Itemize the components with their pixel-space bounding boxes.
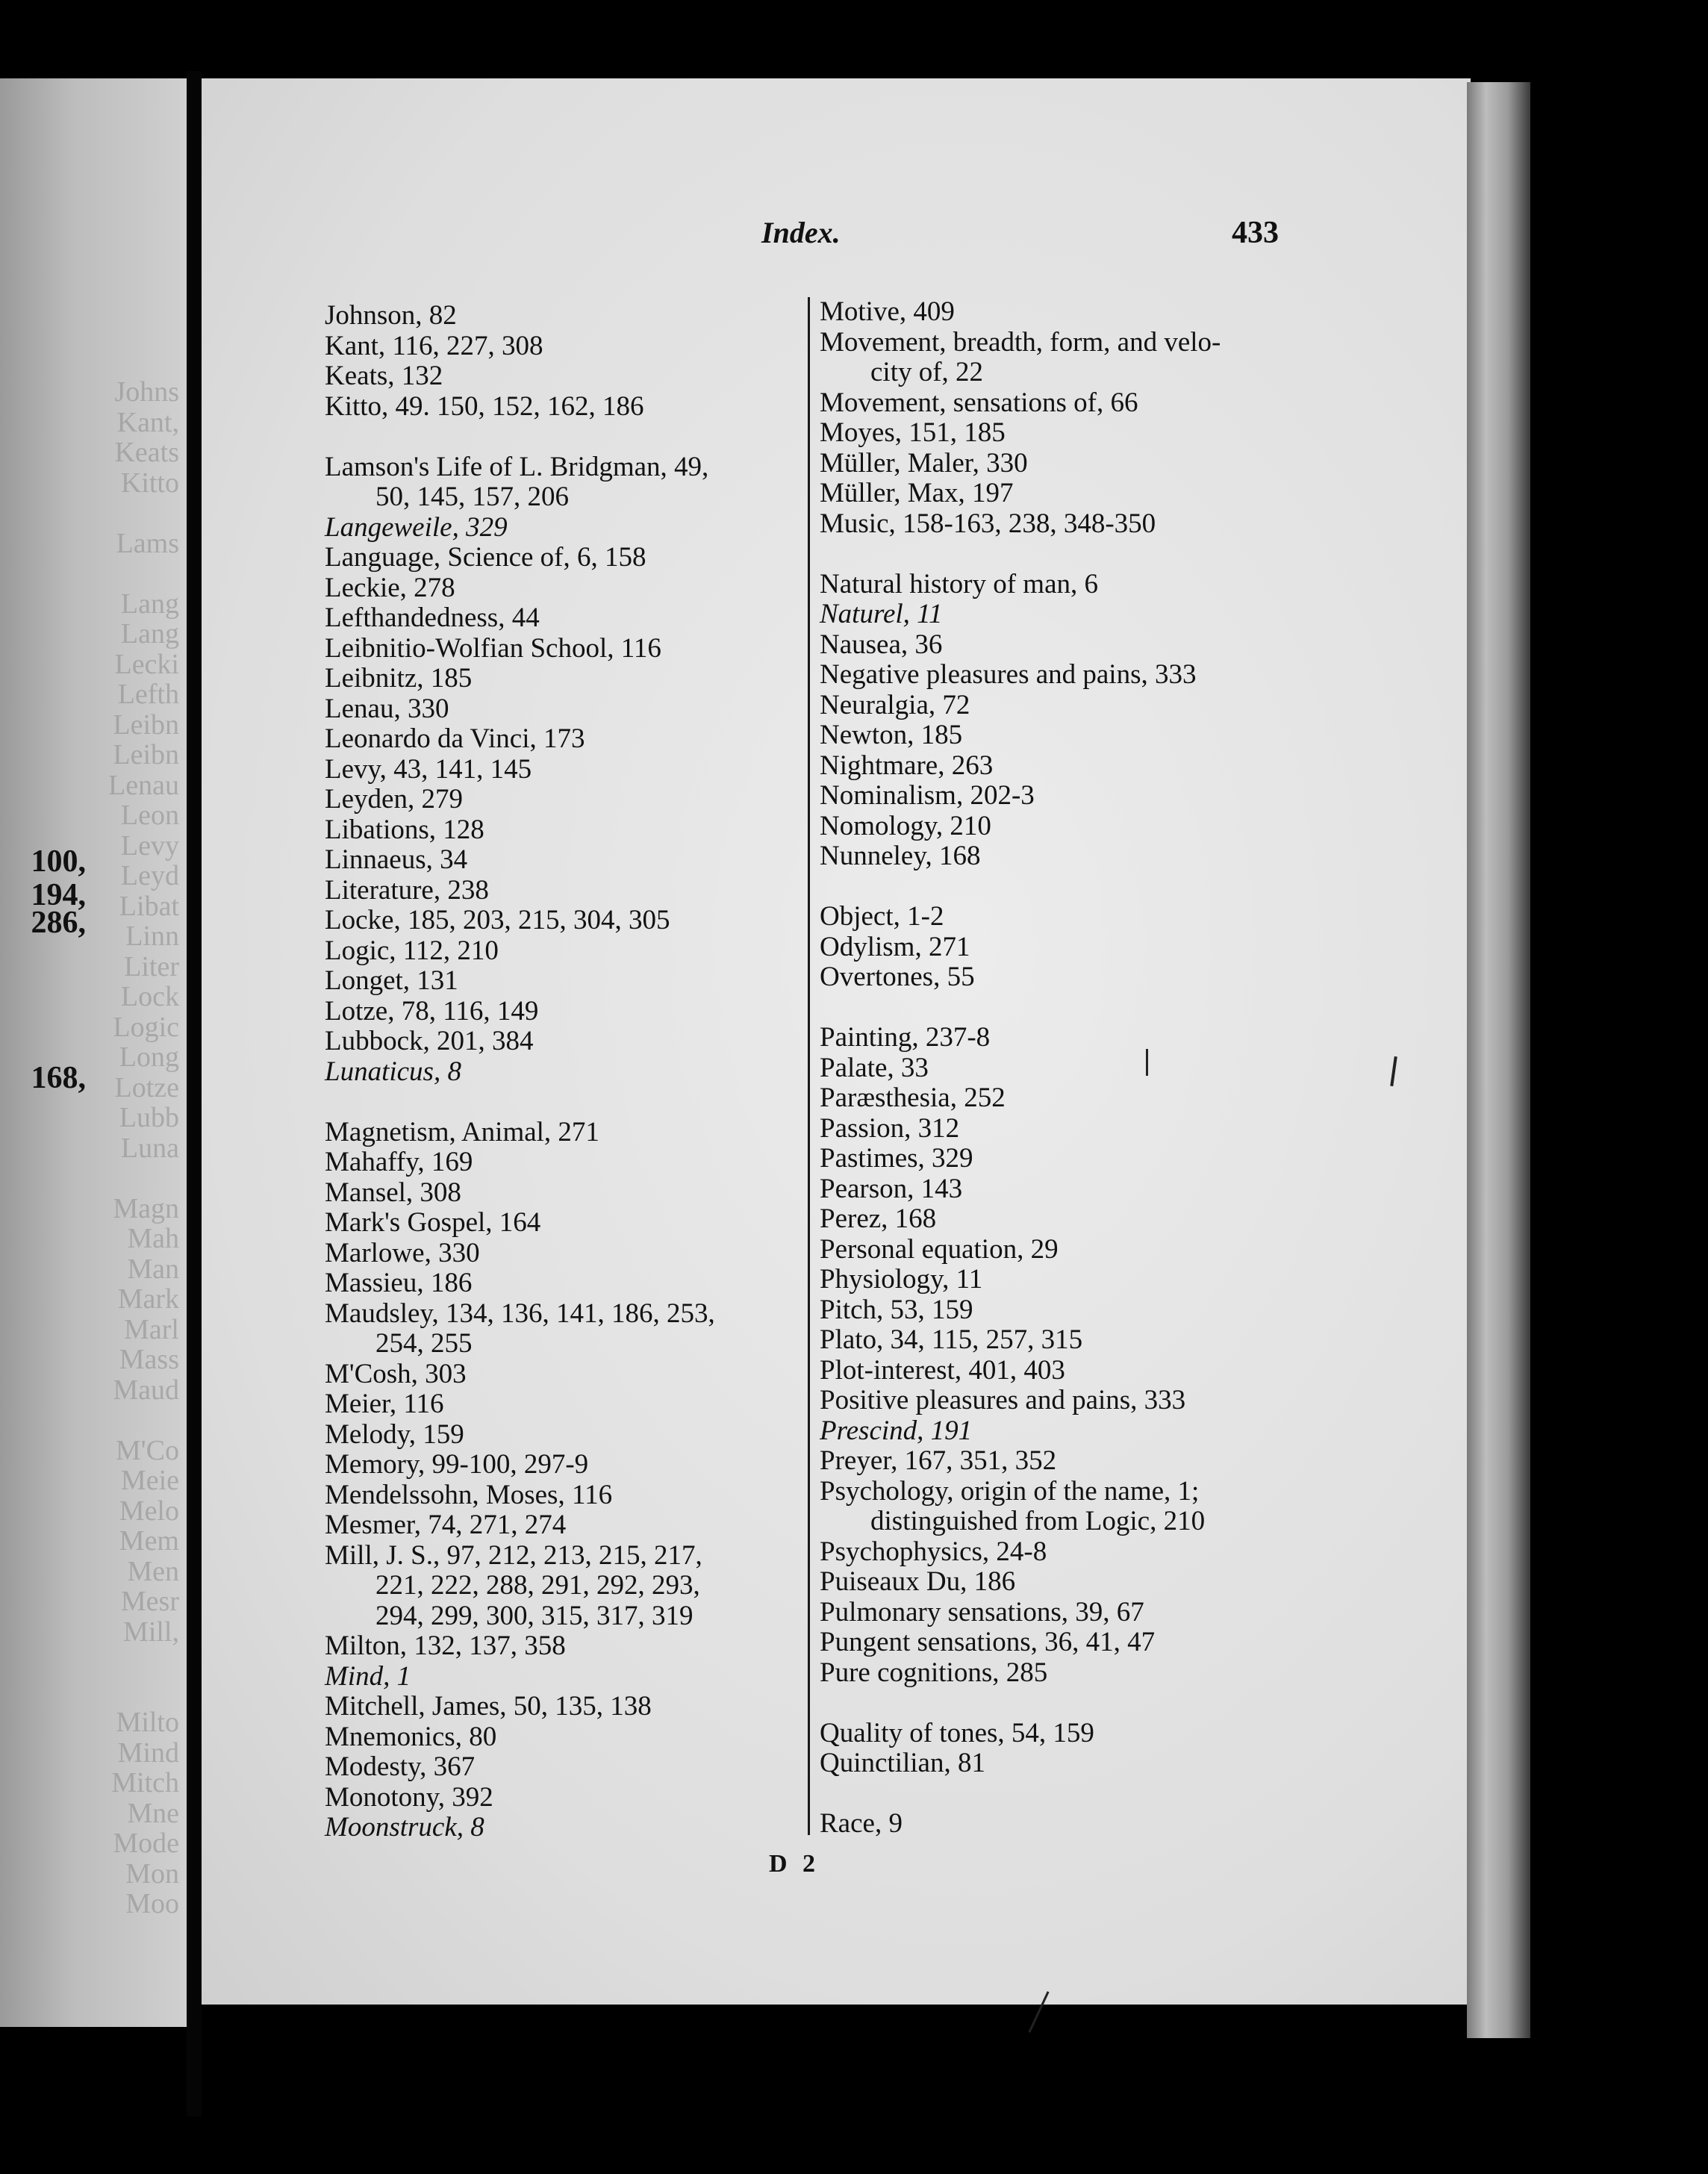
index-entry: Mesmer, 74, 271, 274	[325, 1510, 567, 1540]
index-entry: Pulmonary sensations, 39, 67	[820, 1596, 1144, 1628]
running-header-title: Index.	[761, 216, 841, 249]
scan-mark	[1146, 1049, 1148, 1076]
ghost-line: Man	[127, 1253, 179, 1284]
index-entry: Moonstruck, 8	[325, 1812, 484, 1843]
index-entry: Melody, 159	[325, 1418, 464, 1450]
index-entry: Leyden, 279	[325, 784, 463, 815]
index-entry: Language, Science of, 6, 158	[325, 542, 646, 573]
ghost-line: Mass	[119, 1345, 179, 1375]
ghost-line: Levy	[120, 830, 179, 861]
index-entry: Müller, Maler, 330	[820, 447, 1028, 479]
ghost-line: Mill,	[123, 1616, 179, 1647]
index-entry: Plato, 34, 115, 257, 315	[820, 1324, 1083, 1355]
index-entry: Memory, 99-100, 297-9	[325, 1449, 589, 1480]
index-entry: Physiology, 11	[820, 1264, 983, 1295]
index-column-left	[325, 301, 817, 1843]
page-number: 433	[1232, 216, 1279, 250]
index-entry: Mahaffy, 169	[325, 1147, 473, 1177]
index-entry: Modesty, 367	[325, 1751, 476, 1782]
index-entry: Keats, 132	[325, 361, 443, 391]
column-divider	[808, 297, 810, 1835]
ghost-line: Luna	[120, 1133, 179, 1163]
index-entry: Locke, 185, 203, 215, 304, 305	[325, 905, 670, 935]
index-entry: 294, 299, 300, 315, 317, 319	[375, 1600, 694, 1631]
ghost-line: Melo	[119, 1495, 179, 1526]
index-entry: Literature, 238	[325, 874, 489, 906]
ghost-line: Leibn	[113, 740, 179, 770]
ghost-line: Mne	[127, 1798, 179, 1828]
ghost-line: Long	[119, 1042, 179, 1073]
index-spacer	[820, 539, 1312, 570]
index-entry: Mind, 1	[325, 1660, 411, 1692]
ghost-line: Lock	[120, 982, 179, 1012]
ghost-line	[0, 1678, 179, 1708]
index-entry: Moyes, 151, 185	[820, 417, 1006, 448]
ghost-line: Men	[127, 1556, 179, 1586]
ghost-line	[0, 1405, 179, 1436]
index-entry: Pearson, 143	[820, 1173, 963, 1204]
index-entry: Painting, 237-8	[820, 1022, 991, 1053]
index-entry: Lefthandedness, 44	[325, 602, 540, 633]
index-entry: city of, 22	[870, 357, 984, 387]
index-entry: Pungent sensations, 36, 41, 47	[820, 1627, 1156, 1657]
index-spacer	[820, 1779, 1312, 1810]
ghost-line: Mem	[119, 1526, 179, 1557]
index-entry: Overtones, 55	[820, 962, 975, 992]
ghost-line: Lubb	[119, 1103, 179, 1133]
page-edge	[1467, 82, 1530, 2038]
ghost-line: Mind	[117, 1737, 179, 1768]
index-entry: Pure cognitions, 285	[820, 1657, 1048, 1688]
index-entry: Lotze, 78, 116, 149	[325, 995, 539, 1027]
index-entry: Kant, 116, 227, 308	[325, 330, 543, 361]
index-entry: Quality of tones, 54, 159	[820, 1717, 1094, 1748]
index-spacer	[325, 422, 817, 452]
ghost-line: Lams	[116, 528, 179, 558]
ghost-line	[0, 498, 179, 529]
ghost-line: Mah	[127, 1224, 179, 1254]
index-entry: Naturel, 11	[820, 599, 943, 629]
ghost-line: Maud	[113, 1374, 179, 1405]
index-entry: 254, 255	[375, 1328, 473, 1359]
ghost-line: Mitch	[111, 1768, 179, 1798]
index-entry: Mansel, 308	[325, 1177, 461, 1208]
margin-number: 194,	[31, 878, 86, 912]
index-entry: distinguished from Logic, 210	[870, 1506, 1206, 1536]
index-entry: Pitch, 53, 159	[820, 1294, 973, 1325]
index-entry: Quinctilian, 81	[820, 1748, 985, 1778]
bleed-through-text	[0, 377, 179, 1919]
ghost-line: Libat	[119, 891, 179, 921]
index-entry: Race, 9	[820, 1808, 903, 1839]
index-entry: Perez, 168	[820, 1203, 937, 1234]
ghost-line: Mon	[125, 1858, 179, 1889]
index-entry: Odylism, 271	[820, 931, 970, 962]
index-entry: Puiseaux Du, 186	[820, 1566, 1016, 1597]
ghost-line: Mark	[117, 1284, 179, 1315]
index-entry: Mill, J. S., 97, 212, 213, 215, 217,	[325, 1539, 702, 1571]
index-entry: Natural history of man, 6	[820, 568, 1098, 599]
index-entry: Mark's Gospel, 164	[325, 1207, 541, 1238]
index-entry: Mendelssohn, Moses, 116	[325, 1479, 613, 1510]
index-entry: 221, 222, 288, 291, 292, 293,	[375, 1570, 700, 1601]
index-entry: Palate, 33	[820, 1052, 929, 1083]
ghost-line: Lenau	[108, 770, 179, 800]
index-entry: Nausea, 36	[820, 629, 943, 660]
ghost-line: Kitto	[120, 467, 179, 498]
ghost-line: Leon	[120, 800, 179, 831]
ghost-line: Meie	[120, 1466, 179, 1496]
index-spacer	[820, 993, 1312, 1024]
index-entry: Neuralgia, 72	[820, 689, 970, 720]
ghost-line: Lotze	[114, 1072, 179, 1103]
ghost-line	[0, 558, 179, 589]
index-entry: Milton, 132, 137, 358	[325, 1630, 566, 1661]
index-entry: Motive, 409	[820, 296, 955, 327]
index-entry: Libations, 128	[325, 814, 484, 845]
index-entry: Negative pleasures and pains, 333	[820, 659, 1197, 690]
index-entry: Music, 158-163, 238, 348-350	[820, 508, 1156, 539]
index-entry: Marlowe, 330	[325, 1237, 480, 1268]
index-entry: Nunneley, 168	[820, 841, 981, 871]
index-entry: Personal equation, 29	[820, 1233, 1059, 1265]
index-entry: Lunaticus, 8	[325, 1056, 461, 1087]
margin-number: 286,	[31, 906, 86, 940]
index-entry: Pastimes, 329	[820, 1143, 973, 1174]
index-entry: Movement, sensations of, 66	[820, 387, 1138, 418]
index-entry: M'Cosh, 303	[325, 1358, 467, 1389]
index-entry: Longet, 131	[325, 965, 458, 996]
index-entry: Müller, Max, 197	[820, 478, 1014, 508]
ghost-line: M'Co	[116, 1435, 179, 1466]
index-entry: Movement, breadth, form, and velo-	[820, 326, 1221, 358]
margin-number: 100,	[31, 844, 86, 879]
index-column-right	[820, 297, 1312, 1840]
ghost-line: Lefth	[117, 679, 179, 710]
index-entry: Levy, 43, 141, 145	[325, 753, 532, 785]
index-entry: Lenau, 330	[325, 693, 449, 724]
index-entry: Meier, 116	[325, 1389, 444, 1419]
ghost-line: Leyd	[120, 861, 179, 891]
index-entry: Nominalism, 202-3	[820, 780, 1035, 811]
index-entry: Mitchell, James, 50, 135, 138	[325, 1691, 652, 1722]
margin-number: 168,	[31, 1061, 86, 1095]
index-entry: Maudsley, 134, 136, 141, 186, 253,	[325, 1298, 715, 1329]
index-entry: Leibnitz, 185	[325, 663, 473, 694]
index-entry: Prescind, 191	[820, 1415, 973, 1446]
index-entry: Leckie, 278	[325, 572, 455, 603]
index-entry: Psychology, origin of the name, 1;	[820, 1475, 1200, 1507]
ghost-line	[0, 1163, 179, 1194]
index-entry: Magnetism, Animal, 271	[325, 1116, 599, 1147]
index-entry: Nomology, 210	[820, 810, 991, 841]
ghost-line: Milto	[116, 1707, 179, 1738]
printer-signature: D 2	[769, 1850, 820, 1878]
ghost-line: Liter	[124, 951, 179, 982]
index-spacer	[820, 872, 1312, 903]
index-entry: Logic, 112, 210	[325, 935, 499, 966]
ghost-line: Lecki	[114, 649, 179, 679]
ghost-line: Leibn	[113, 709, 179, 740]
ghost-line: Magn	[113, 1193, 179, 1224]
ghost-line: Johns	[114, 377, 179, 408]
ghost-line: Logic	[113, 1012, 179, 1042]
index-entry: Passion, 312	[820, 1112, 960, 1144]
index-entry: Lubbock, 201, 384	[325, 1026, 534, 1056]
index-entry: 50, 145, 157, 206	[375, 482, 569, 512]
ghost-line: Mesr	[120, 1586, 179, 1617]
ghost-line: Mode	[113, 1828, 179, 1859]
index-entry: Mnemonics, 80	[325, 1721, 497, 1752]
book-spine	[187, 71, 202, 2117]
index-entry: Leonardo da Vinci, 173	[325, 723, 585, 754]
index-entry: Johnson, 82	[325, 300, 457, 331]
ghost-line: Linn	[125, 921, 179, 952]
ghost-line: Moo	[125, 1889, 179, 1919]
ghost-line: Lang	[120, 588, 179, 619]
index-entry: Nightmare, 263	[820, 750, 994, 781]
index-entry: Object, 1-2	[820, 901, 944, 932]
index-entry: Monotony, 392	[325, 1781, 493, 1813]
ghost-line: Keats	[114, 437, 179, 468]
index-entry: Linnaeus, 34	[325, 844, 468, 875]
index-spacer	[325, 1087, 817, 1118]
index-entry: Psychophysics, 24-8	[820, 1536, 1047, 1567]
index-entry: Massieu, 186	[325, 1268, 473, 1298]
index-entry: Leibnitio-Wolfian School, 116	[325, 632, 661, 664]
ghost-line: Lang	[120, 619, 179, 650]
index-spacer	[820, 1688, 1312, 1719]
ghost-line: Marl	[124, 1314, 179, 1345]
index-entry: Paræsthesia, 252	[820, 1083, 1006, 1113]
index-entry: Langeweile, 329	[325, 511, 508, 543]
ghost-line	[0, 1647, 179, 1678]
left-page-fragment	[0, 78, 187, 2027]
index-entry: Kitto, 49. 150, 152, 162, 186	[325, 390, 644, 422]
index-entry: Plot-interest, 401, 403	[820, 1354, 1065, 1386]
index-entry: Preyer, 167, 351, 352	[820, 1445, 1057, 1476]
index-entry: Lamson's Life of L. Bridgman, 49,	[325, 451, 709, 482]
index-entry: Newton, 185	[820, 720, 963, 750]
index-entry: Positive pleasures and pains, 333	[820, 1385, 1186, 1415]
ghost-line: Kant,	[116, 407, 179, 437]
